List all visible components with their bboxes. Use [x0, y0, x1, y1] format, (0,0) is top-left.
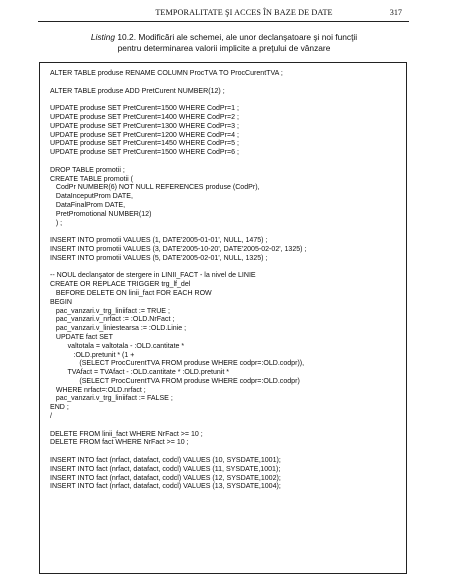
code-line: WHERE nrfact=:OLD.nrfact ; [50, 386, 146, 394]
code-line: UPDATE produse SET PretCurent=1200 WHERE CodPr=4 ; [50, 131, 239, 139]
code-line: (SELECT ProcCurentTVA FROM produse WHERE codpr=:OLD.codpr) [50, 377, 300, 385]
page-number: 317 [389, 8, 402, 17]
code-line [50, 264, 402, 273]
code-line: INSERT INTO fact (nrfact, datafact, codcl) VALUES (13, SYSDATE,1004); [50, 483, 281, 491]
code-line: :OLD.pretunit * (1 + [50, 351, 135, 359]
code-line: UPDATE produse SET PretCurent=1400 WHERE CodPr=2 ; [50, 113, 239, 121]
code-line: valtotala = valtotala - :OLD.cantitate * [50, 342, 185, 350]
header-rule [38, 21, 409, 22]
code-listing-box [39, 62, 407, 574]
code-line: DELETE FROM fact WHERE NrFact >= 10 ; [50, 439, 189, 447]
code-line: pac_vanzari.v_nrfact := :OLD.NrFact ; [50, 316, 175, 324]
code-line: BEGIN [50, 298, 72, 306]
code-line [50, 96, 402, 105]
caption-line-2: pentru determinarea valorii implicite a preţului de vânzare [117, 43, 331, 53]
code-line: INSERT INTO fact (nrfact, datafact, codcl) VALUES (11, SYSDATE,1001); [50, 465, 281, 473]
running-head-title: TEMPORALITATE ŞI ACCES ÎN BAZE DE DATE [155, 8, 333, 17]
code-line: / [50, 413, 52, 421]
code-line [50, 228, 402, 237]
listing-caption [40, 32, 408, 54]
code-line: BEFORE DELETE ON linii_fact FOR EACH ROW [50, 289, 212, 297]
code-line: UPDATE produse SET PretCurent=1500 WHERE CodPr=1 ; [50, 105, 239, 113]
code-line: INSERT INTO promotii VALUES (1, DATE'2005-01-01', NULL, 1475) ; [50, 237, 268, 245]
code-line: INSERT INTO promotii VALUES (5, DATE'2005-02-01', NULL, 1325) ; [50, 254, 268, 262]
code-line [50, 79, 402, 88]
code-line: DataFinalProm DATE, [50, 201, 126, 209]
code-line: pac_vanzari.v_trg_liniifact := TRUE ; [50, 307, 170, 315]
code-line [50, 422, 402, 431]
code-line: INSERT INTO promotii VALUES (3, DATE'2005-10-20', DATE'2005-02-02', 1325) ; [50, 245, 307, 253]
code-line: TVAfact = TVAfact - :OLD.cantitate * :OLD.pretunit * [50, 369, 230, 377]
caption-text: 10.2. Modificări ale schemei, ale unor declanşatoare şi noi funcţii [115, 32, 358, 42]
code-line: UPDATE produse SET PretCurent=1500 WHERE CodPr=6 ; [50, 149, 239, 157]
caption-line-1 [40, 32, 408, 43]
code-line: DataInceputProm DATE, [50, 193, 133, 201]
code-line: CREATE TABLE promotii ( [50, 175, 134, 183]
code-line: UPDATE fact SET [50, 333, 113, 341]
caption-label: Listing [90, 32, 116, 42]
code-line: END ; [50, 404, 69, 412]
code-line: CodPr NUMBER(6) NOT NULL REFERENCES produse (CodPr), [50, 184, 260, 192]
code-line: -- NOUL declanşator de stergere in LINII_FACT - la nivel de LINIE [50, 272, 256, 280]
code-line: UPDATE produse SET PretCurent=1450 WHERE CodPr=5 ; [50, 140, 239, 148]
code-line: ALTER TABLE produse ADD PretCurent NUMBER(12) ; [50, 87, 225, 95]
code-line: pac_vanzari.v_trg_liniifact := FALSE ; [50, 395, 173, 403]
code-line: CREATE OR REPLACE TRIGGER trg_lf_del [50, 281, 191, 289]
code-listing [50, 70, 402, 492]
code-line: ALTER TABLE produse RENAME COLUMN ProcTVA TO ProcCurentTVA ; [50, 70, 283, 77]
code-line: DELETE FROM linii_fact WHERE NrFact >= 10 ; [50, 430, 203, 438]
code-line [50, 158, 402, 167]
code-line: INSERT INTO fact (nrfact, datafact, codcl) VALUES (12, SYSDATE,1002); [50, 474, 281, 482]
code-line: UPDATE produse SET PretCurent=1300 WHERE CodPr=3 ; [50, 122, 239, 130]
code-line [50, 448, 402, 457]
code-line: DROP TABLE promotii ; [50, 166, 125, 174]
code-line: PretPromotional NUMBER(12) [50, 210, 152, 218]
code-line: ) ; [50, 219, 63, 227]
code-line: INSERT INTO fact (nrfact, datafact, codcl) VALUES (10, SYSDATE,1001); [50, 457, 281, 465]
code-line: pac_vanzari.v_liniestearsa := :OLD.Linie ; [50, 325, 187, 333]
code-line: (SELECT ProcCurentTVA FROM produse WHERE codpr=:OLD.codpr)), [50, 360, 305, 368]
